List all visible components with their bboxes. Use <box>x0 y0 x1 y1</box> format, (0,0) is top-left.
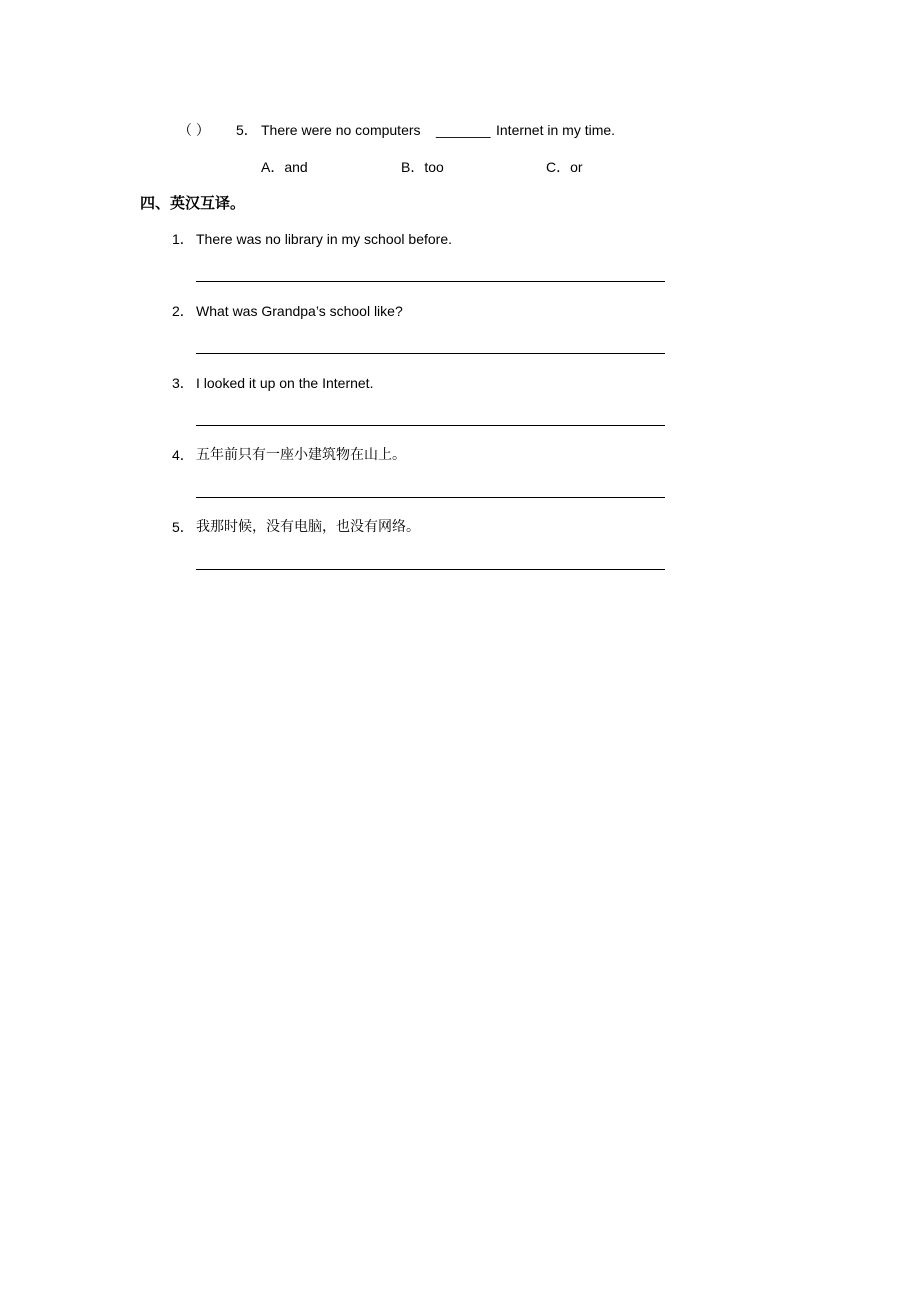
option-letter: C． <box>546 159 571 175</box>
option-text: too <box>424 159 444 175</box>
option-c <box>546 158 583 176</box>
question-number: 5． <box>236 122 258 138</box>
question-stem-before: There were no computers <box>261 122 421 138</box>
question-stem-after: Internet in my time. <box>496 122 616 138</box>
option-b <box>401 158 444 176</box>
item-text: 我那时候，没有电脑，也没有网络。 <box>196 519 420 535</box>
option-text: or <box>570 159 583 175</box>
answer-bracket: （ ） <box>178 122 210 138</box>
answer-line[interactable] <box>196 497 665 498</box>
item-text: There was no library in my school before. <box>196 231 452 247</box>
option-text: and <box>284 159 308 175</box>
item-number: 2． <box>172 303 194 319</box>
section-title: 四、英汉互译。 <box>140 194 246 212</box>
option-a <box>261 158 308 176</box>
item-text: What was Grandpa’s school like? <box>196 303 403 319</box>
item-number: 4． <box>172 447 194 463</box>
item-text: I looked it up on the Internet. <box>196 375 374 391</box>
item-number: 3． <box>172 375 194 391</box>
item-text: 五年前只有一座小建筑物在山上。 <box>196 447 406 463</box>
option-letter: A． <box>261 159 285 175</box>
option-letter: B． <box>401 159 425 175</box>
question-blank: _______ <box>436 122 491 138</box>
answer-line[interactable] <box>196 281 665 282</box>
item-number: 1． <box>172 231 194 247</box>
answer-line[interactable] <box>196 353 665 354</box>
item-number: 5． <box>172 519 194 535</box>
answer-line[interactable] <box>196 425 665 426</box>
answer-line[interactable] <box>196 569 665 570</box>
